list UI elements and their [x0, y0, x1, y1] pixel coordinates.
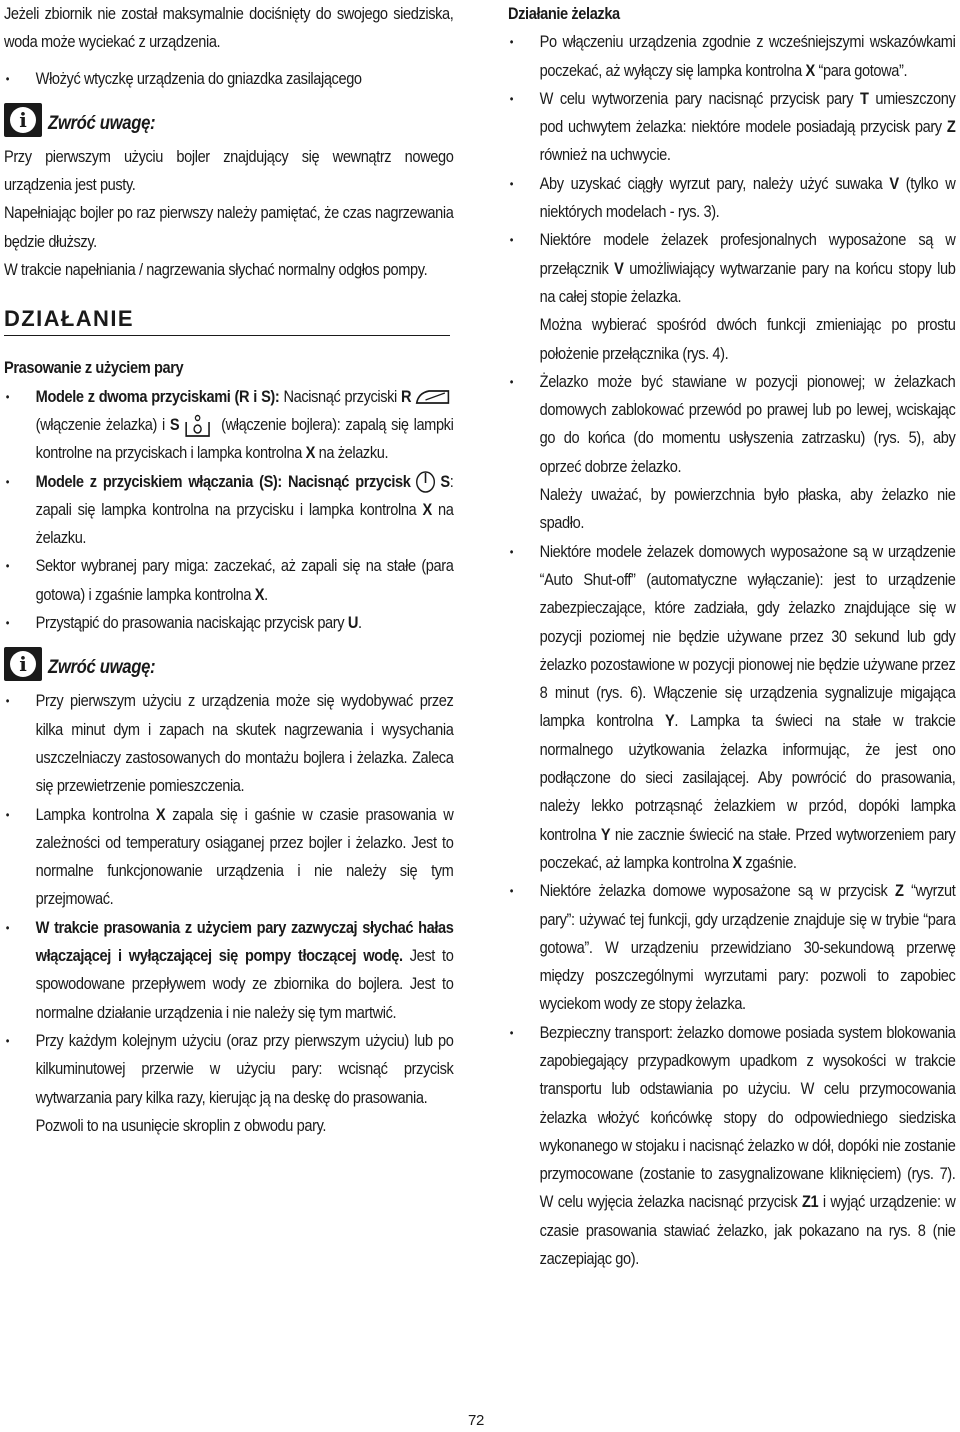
- note-body: [4, 687, 453, 1140]
- text-span: również na uchwycie.: [539, 145, 671, 165]
- bullet-icon: •: [5, 920, 10, 935]
- text-span: Sektor wybranej pary miga: zaczekać, aż zapali się na stałe (para gotowa) i zgaśnie lampka kontrolna: [35, 556, 454, 604]
- right-column-text: [508, 0, 955, 1273]
- text-span: “wyrzut pary”: używać tej funkcji, gdy urządzenie znajduje się w trybie “para gotowa”. W urządzeniu przewidziano 30-sekundową przerwę między poszczególnymi wyrzutami pary: pozwoli to zapobiec wyciekom wody ze stopy żelazka.: [539, 881, 956, 1014]
- text-span: . Lampka ta świeci na stałe w trakcie normalnego użytkowania żelazka informując, że jest ono podłączone do sieci zasilającej. Aby powrócić do prasowania, należy lekko potrząsnąć żelazkiem w przód, dopóki lampka kontrolna: [539, 711, 956, 844]
- list-item: [508, 877, 955, 1018]
- info-icon: i: [4, 103, 42, 137]
- text-span: Aby uzyskać ciągły wyrzut pary, należy użyć suwaka: [539, 173, 890, 193]
- right-column: [508, 0, 954, 1273]
- iron-bullet-list: [508, 28, 955, 1273]
- left-column: [4, 0, 452, 1140]
- bullet-icon: •: [509, 884, 514, 899]
- lamp-letter: X: [155, 804, 166, 824]
- list-item: [4, 1027, 453, 1140]
- text-span: Przy każdym kolejnym użyciu (oraz przy pierwszym użyciu) lub po kilkuminutowej przerwie w użyciu pary: wcisnąć przycisk wytwarzania pary kilka razy, kierując ją na deskę do prasowania.: [35, 1030, 454, 1107]
- text-span: zapala się i gaśnie w czasie prasowania w zależności od temperatury osiąganej przez bojler i żelazko. Jest to normalne funkcjonowanie urządzenia i nie należy się tym przejmować.: [35, 804, 454, 909]
- text-span: “para gotowa”.: [814, 60, 908, 80]
- list-item: [508, 538, 955, 878]
- list-item: [4, 383, 453, 468]
- bullet-icon: •: [5, 559, 10, 574]
- text-span: na żelazku.: [314, 443, 389, 463]
- page-number: 72: [468, 1412, 485, 1429]
- text-span: nie zacznie świecić na stałe. Przed wytworzeniem pary poczekać, aż lampka kontrolna: [539, 824, 956, 872]
- bullet-icon: •: [5, 807, 10, 822]
- button-letter: V: [614, 258, 624, 278]
- button-letter: Z1: [801, 1192, 819, 1212]
- bullet-icon: •: [5, 694, 10, 709]
- section-title: DZIAŁANIE: [4, 302, 450, 336]
- text-span: Nacisnąć przyciski: [279, 386, 402, 406]
- text-span: W celu wytworzenia pary nacisnąć przycisk pary: [539, 88, 860, 108]
- boiler-icon: [183, 414, 213, 438]
- button-letter: Z: [946, 117, 956, 137]
- info-icon: i: [4, 647, 42, 681]
- sub-heading: Działanie żelazka: [508, 4, 620, 23]
- bullet-icon: •: [5, 1033, 10, 1048]
- bold-text: W trakcie prasowania z użyciem pary zazwyczaj słychać hałas włączającej i wyłączającej się pompy tłoczącej wodę.: [35, 917, 454, 966]
- text-span: Żelazko może być stawiane w pozycji pionowej; w żelazkach domowych zablokować przewód po prawej lub po lewej, wciskając go do końca (do momentu usłyszenia zatrzasku) (rys. 5), aby oprzeć dobrze żelazko.: [539, 371, 956, 476]
- list-item: [508, 368, 955, 538]
- list-item: [508, 85, 955, 170]
- bullet-icon: •: [5, 71, 10, 86]
- lamp-letter: X: [305, 443, 315, 463]
- list-item: [4, 552, 453, 609]
- iron-icon: [415, 387, 450, 407]
- text-span: umieszczony pod uchwytem żelazka: niektóre modele posiadają przycisk pary: [539, 88, 956, 137]
- list-item: [4, 468, 453, 553]
- button-letter: S: [440, 471, 450, 491]
- note-paragraph: Napełniając bojler po raz pierwszy należy pamiętać, że czas nagrzewania będzie dłuższy.: [4, 203, 454, 251]
- list-item: [4, 687, 453, 800]
- text-span: Niektóre żelazka domowe wyposażone są w przycisk: [539, 881, 896, 901]
- text-span: zgaśnie.: [741, 852, 797, 872]
- left-column-text: [4, 0, 453, 93]
- sub-heading: Prasowanie z użyciem pary: [4, 358, 184, 378]
- text-span: i wyjąć urządzenie: w czasie prasowania stawiać żelazko, jak pokazano na rys. 8 (nie zaczepiając go).: [539, 1192, 956, 1269]
- text-span: Można wybierać spośród dwóch funkcji zmieniając po prostu położenie przełącznika (rys. 4).: [539, 315, 956, 363]
- lamp-letter: Y: [600, 824, 611, 844]
- steam-bullet-list: [4, 383, 453, 638]
- list-item: [508, 1019, 955, 1274]
- operation-section: [4, 354, 453, 637]
- note-header: [4, 103, 452, 143]
- intro-bullet-list: [4, 65, 453, 93]
- bullet-icon: •: [5, 616, 10, 631]
- note-title: Zwróć uwagę:: [48, 657, 156, 679]
- bold-text: Modele z przyciskiem włączania (S): Nacisnąć przycisk: [35, 471, 411, 491]
- text-span: Niektóre modele żelazek profesjonalnych wyposażone są w przełącznik: [539, 230, 956, 278]
- list-item-text: Włożyć wtyczkę urządzenia do gniazdka zasilającego: [35, 68, 362, 88]
- text-span: .: [357, 613, 362, 633]
- bullet-icon: •: [509, 91, 514, 106]
- text-span: Lampka kontrolna: [35, 804, 156, 824]
- button-letter: T: [859, 88, 869, 108]
- bullet-icon: •: [509, 1025, 514, 1040]
- text-span: (tylko w niektórych modelach - rys. 3).: [539, 173, 956, 222]
- button-letter: U: [347, 613, 358, 633]
- bullet-icon: •: [509, 374, 514, 389]
- lamp-letter: X: [805, 60, 815, 80]
- bold-text: Modele z dwoma przyciskami (R i S):: [35, 386, 280, 406]
- text-span: (włączenie bojlera): zapalą się lampki kontrolne na przyciskach i lampka kontrolna: [35, 414, 454, 463]
- text-span: Bezpieczny transport: żelazko domowe posiada system blokowania zapobiegający przypadkowym upadkom z wysokości w trakcie transportu lub odstawiania po użyciu. W celu przymocowania żelazka włożyć końcówkę stopy do odpowiedniego siedziska wykonanego w stojaku i nacisnąć żelazko w dół, dopóki nie zostanie przymocowane (zostanie to zasygnalizowane kliknięciem) (rys. 7). W celu wyjęcia żelazka nacisnąć przycisk: [539, 1022, 956, 1212]
- text-span: umożliwiający wytwarzanie pary na końcu stopy lub na całej stopie żelazka.: [539, 258, 956, 306]
- text-span: Jest to spowodowane przepływem wody ze zbiornika do bojlera. Jest to normalne działanie urządzenia i nie należy się tym martwić.: [35, 946, 454, 1022]
- button-letter: R: [401, 386, 412, 406]
- list-item: [4, 801, 453, 914]
- bullet-icon: •: [509, 176, 514, 191]
- note-paragraph: Przy pierwszym użyciu bojler znajdujący się wewnątrz nowego urządzenia jest pusty.: [4, 146, 454, 195]
- bullet-icon: •: [509, 35, 514, 50]
- text-span: Niektóre modele żelazek domowych wyposażone są w urządzenie “Auto Shut-off” (automatyczne wyłączanie): jest to urządzenie zabezpieczające, które zadziała, gdy żelazko znajdujące się w pozycji poziomej nie będzie używane przez 30 sekund lub gdy żelazko pozostawione w pozycji pionowej nie będzie używane przez 8 minut (rys. 6). Włączenie się urządzenia sygnalizuje migająca lampka kontrolna: [539, 541, 956, 731]
- lamp-letter: X: [422, 499, 432, 519]
- bullet-icon: •: [5, 474, 10, 489]
- note-bullet-list: [4, 687, 453, 1140]
- button-letter: Z: [895, 881, 904, 901]
- text-span: (włączenie żelazka) i: [35, 414, 170, 434]
- button-letter: S: [169, 414, 180, 434]
- power-icon: [414, 470, 437, 494]
- text-span: na żelazku.: [35, 499, 454, 548]
- list-item: [508, 226, 955, 367]
- list-item: [4, 914, 453, 1027]
- lamp-letter: X: [732, 852, 742, 872]
- text-span: Po włączeniu urządzenia zgodnie z wcześniejszymi wskazówkami poczekać, aż wyłączy się lampka kontrolna: [539, 32, 956, 80]
- bullet-icon: •: [509, 544, 514, 559]
- list-item: [4, 609, 453, 637]
- text-span: : zapali się lampka kontrolna na przycisku i lampka kontrolna: [35, 471, 454, 519]
- button-letter: V: [889, 173, 899, 193]
- text-span: Przystąpić do prasowania naciskając przycisk pary: [35, 613, 348, 633]
- bullet-icon: •: [509, 233, 514, 248]
- note-header: [4, 647, 452, 687]
- text-span: Pozwoli to na usunięcie skroplin z obwodu pary.: [35, 1115, 327, 1135]
- note-body: [4, 143, 453, 284]
- note-title: Zwróć uwagę:: [48, 112, 156, 134]
- text-span: Należy uważać, by powierzchnia było płaska, aby żelazko nie spadło.: [539, 485, 956, 533]
- bullet-icon: •: [5, 389, 10, 404]
- list-item: [508, 170, 955, 227]
- intro-paragraph: Jeżeli zbiornik nie został maksymalnie dociśnięty do swojego siedziska, woda może wyciekać z urządzenia.: [4, 4, 454, 52]
- note-paragraph: W trakcie napełniania / nagrzewania słychać normalny odgłos pompy.: [4, 260, 428, 280]
- lamp-letter: Y: [664, 711, 675, 731]
- text-span: .: [264, 584, 268, 604]
- list-item: [508, 28, 955, 85]
- list-item: [4, 65, 453, 93]
- text-span: Przy pierwszym użyciu z urządzenia może się wydobywać przez kilka minut dym i zapach na skutek nagrzewania i wysychania uszczelniaczy zastosowanych do montażu bojlera i żelazka. Zaleca się przewietrzenie pomieszczenia.: [35, 691, 454, 796]
- lamp-letter: X: [254, 584, 265, 604]
